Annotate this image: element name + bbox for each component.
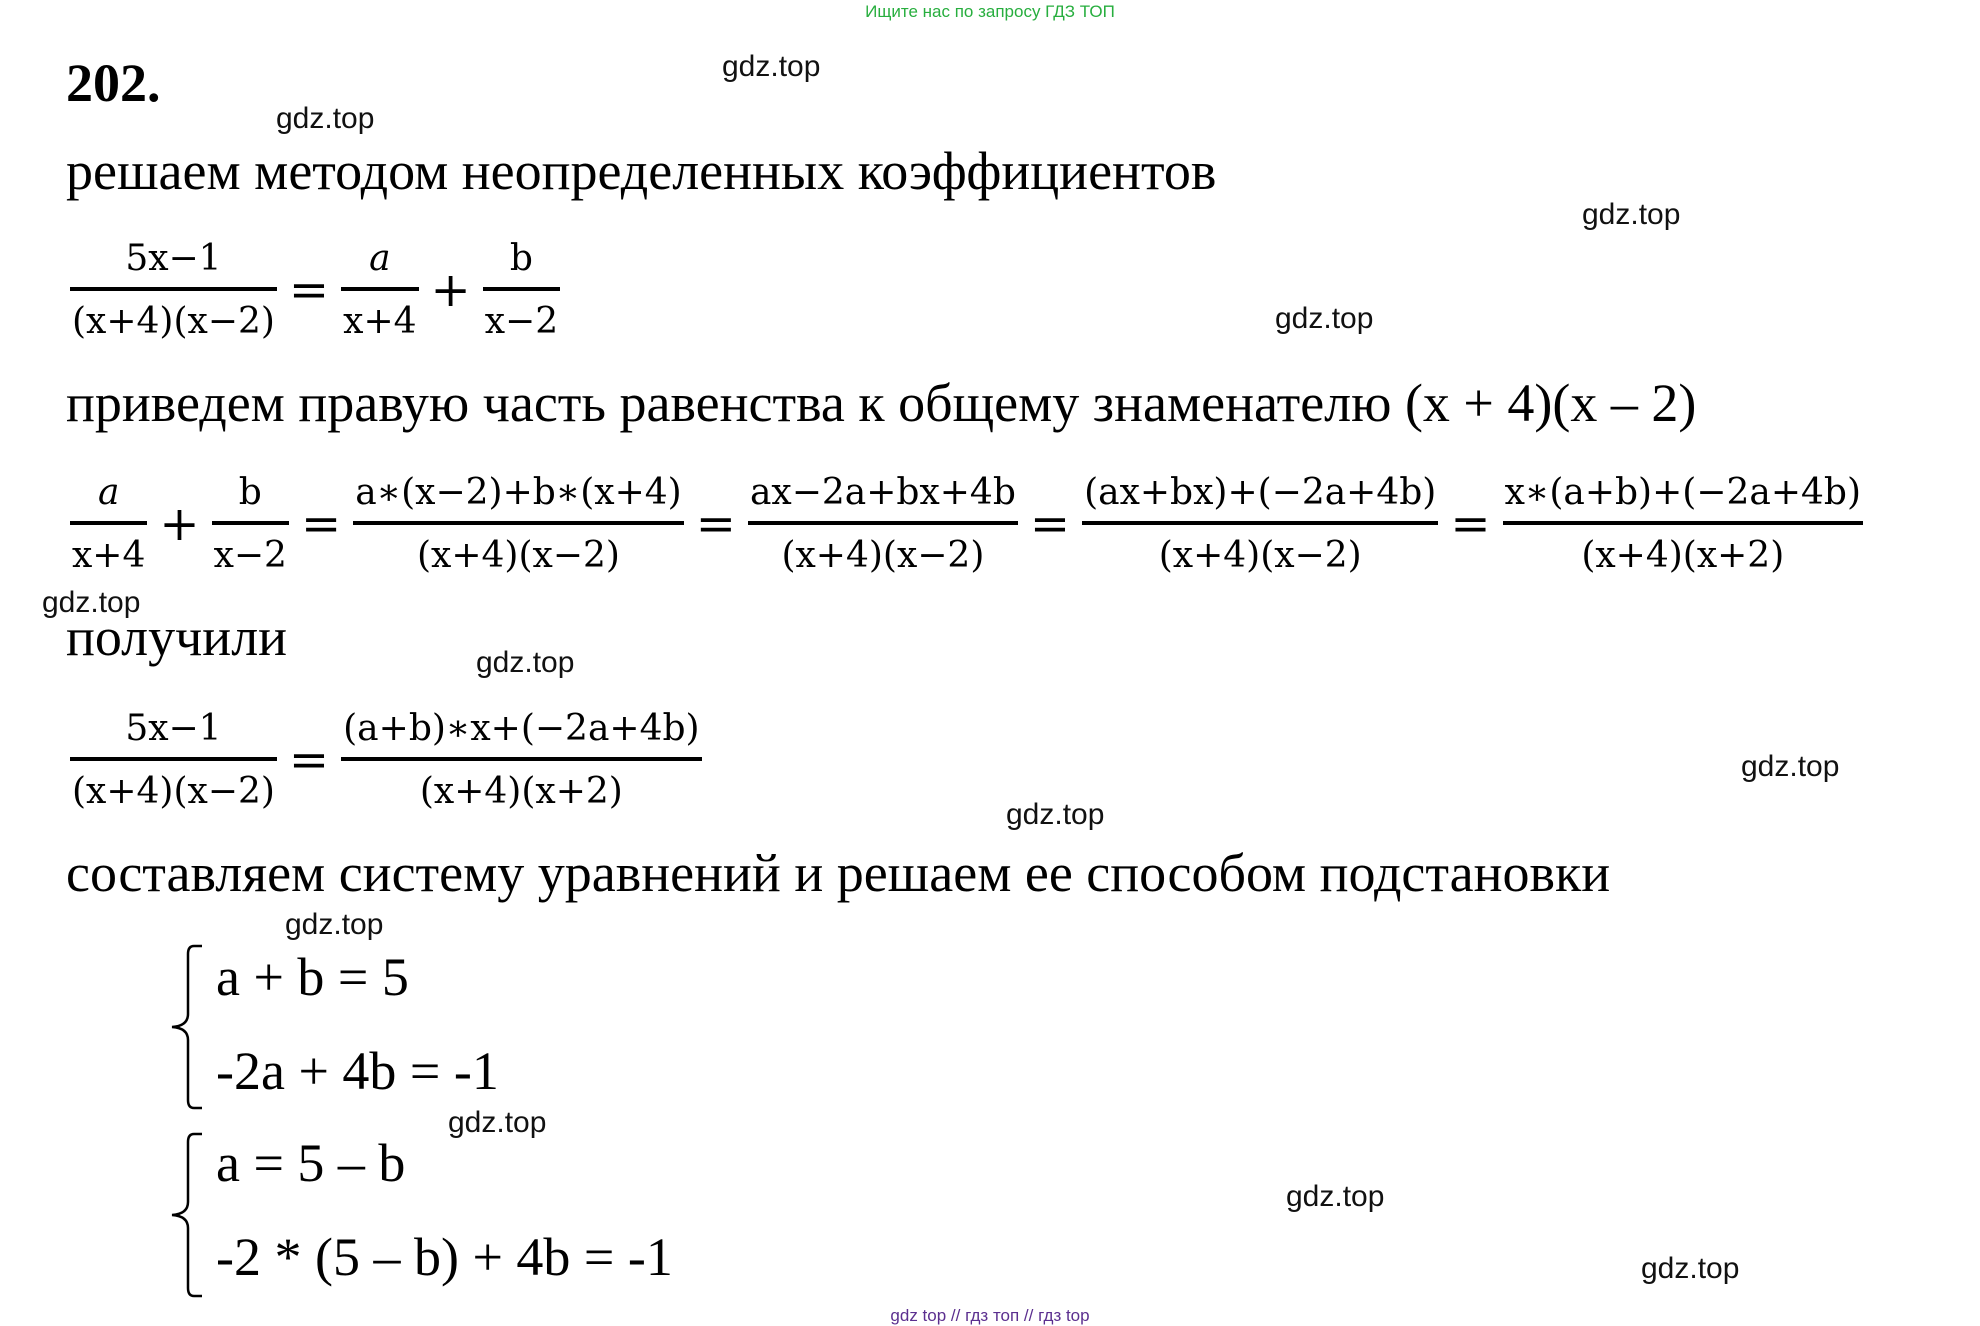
numerator: x∗(a+b)+(−2a+4b) [1503, 472, 1863, 525]
problem-number: 202. [66, 53, 161, 113]
numerator: a [341, 238, 418, 291]
denominator: x−2 [484, 301, 559, 342]
numerator: ax−2a+bx+4b [748, 472, 1018, 525]
fraction [1082, 472, 1438, 576]
equation-common-denominator [66, 472, 1867, 576]
equals-sign: = [300, 496, 342, 552]
watermark: gdz.top [1582, 198, 1681, 231]
denominator: x+4 [343, 301, 417, 342]
plus-sign: + [430, 262, 471, 318]
watermark: gdz.top [1006, 798, 1105, 831]
fraction [341, 238, 418, 342]
equals-sign: = [1029, 496, 1071, 552]
numerator: b [212, 472, 289, 525]
watermark: gdz.top [448, 1106, 547, 1139]
system-1-row-1: a + b = 5 [216, 947, 409, 1007]
equation-system-1 [166, 942, 766, 1112]
fraction [70, 708, 277, 812]
watermark: gdz.top [276, 102, 375, 135]
denominator: (x+4)(x−2) [72, 301, 275, 342]
system-2-row-1: a = 5 – b [216, 1133, 406, 1193]
text-line-system: составляем систему уравнений и решаем ее способом подстановки [66, 843, 1611, 903]
left-brace-icon [166, 942, 206, 1112]
numerator: b [483, 238, 560, 291]
watermark: gdz.top [1286, 1180, 1385, 1213]
numerator: 5x−1 [70, 708, 277, 761]
text-line-obtained: получили [66, 607, 288, 667]
watermark: gdz.top [1741, 750, 1840, 783]
watermark: gdz.top [42, 586, 141, 619]
equals-sign: = [1450, 496, 1491, 552]
equals-sign: = [288, 732, 330, 788]
fraction [353, 472, 684, 576]
left-brace-icon [166, 1130, 206, 1300]
footer-watermark: gdz top // гдз топ // гдз top [890, 1306, 1090, 1325]
numerator: 5x−1 [70, 238, 277, 291]
denominator: (x+4)(x+2) [419, 771, 623, 812]
system-1-row-2: -2a + 4b = -1 [216, 1041, 499, 1101]
fraction [70, 238, 277, 342]
system-2-row-2: -2 * (5 – b) + 4b = -1 [216, 1227, 673, 1287]
equals-sign: = [695, 496, 736, 552]
text-line-method: решаем методом неопределенных коэффициентов [66, 141, 1217, 201]
denominator: (x+4)(x+2) [1581, 535, 1785, 576]
numerator: a∗(x−2)+b∗(x+4) [353, 472, 684, 525]
denominator: (x+4)(x−2) [416, 535, 620, 576]
denominator: (x+4)(x−2) [72, 771, 275, 812]
fraction [483, 238, 560, 342]
numerator: a [70, 472, 147, 525]
fraction [70, 472, 147, 576]
denominator: (x+4)(x−2) [1158, 535, 1362, 576]
equation-system-2 [166, 1130, 866, 1300]
numerator: (a+b)∗x+(−2a+4b) [341, 708, 701, 761]
watermark: gdz.top [1275, 302, 1374, 335]
denominator: x−2 [213, 535, 287, 576]
numerator: (ax+bx)+(−2a+4b) [1082, 472, 1438, 525]
equation-obtained [66, 708, 706, 812]
fraction [341, 708, 701, 812]
watermark: gdz.top [1641, 1252, 1740, 1285]
equals-sign: = [288, 262, 330, 318]
text-line-common-denominator: приведем правую часть равенства к общему знаменателю (x + 4)(x – 2) [66, 373, 1697, 433]
equation-decomposition [66, 238, 564, 342]
denominator: (x+4)(x−2) [781, 535, 985, 576]
watermark: gdz.top [722, 50, 821, 83]
watermark: gdz.top [476, 646, 575, 679]
top-banner: Ищите нас по запросу ГДЗ ТОП [865, 2, 1115, 21]
plus-sign: + [159, 496, 200, 552]
fraction [212, 472, 289, 576]
denominator: x+4 [72, 535, 146, 576]
fraction [748, 472, 1018, 576]
fraction [1503, 472, 1863, 576]
watermark: gdz.top [285, 908, 384, 941]
